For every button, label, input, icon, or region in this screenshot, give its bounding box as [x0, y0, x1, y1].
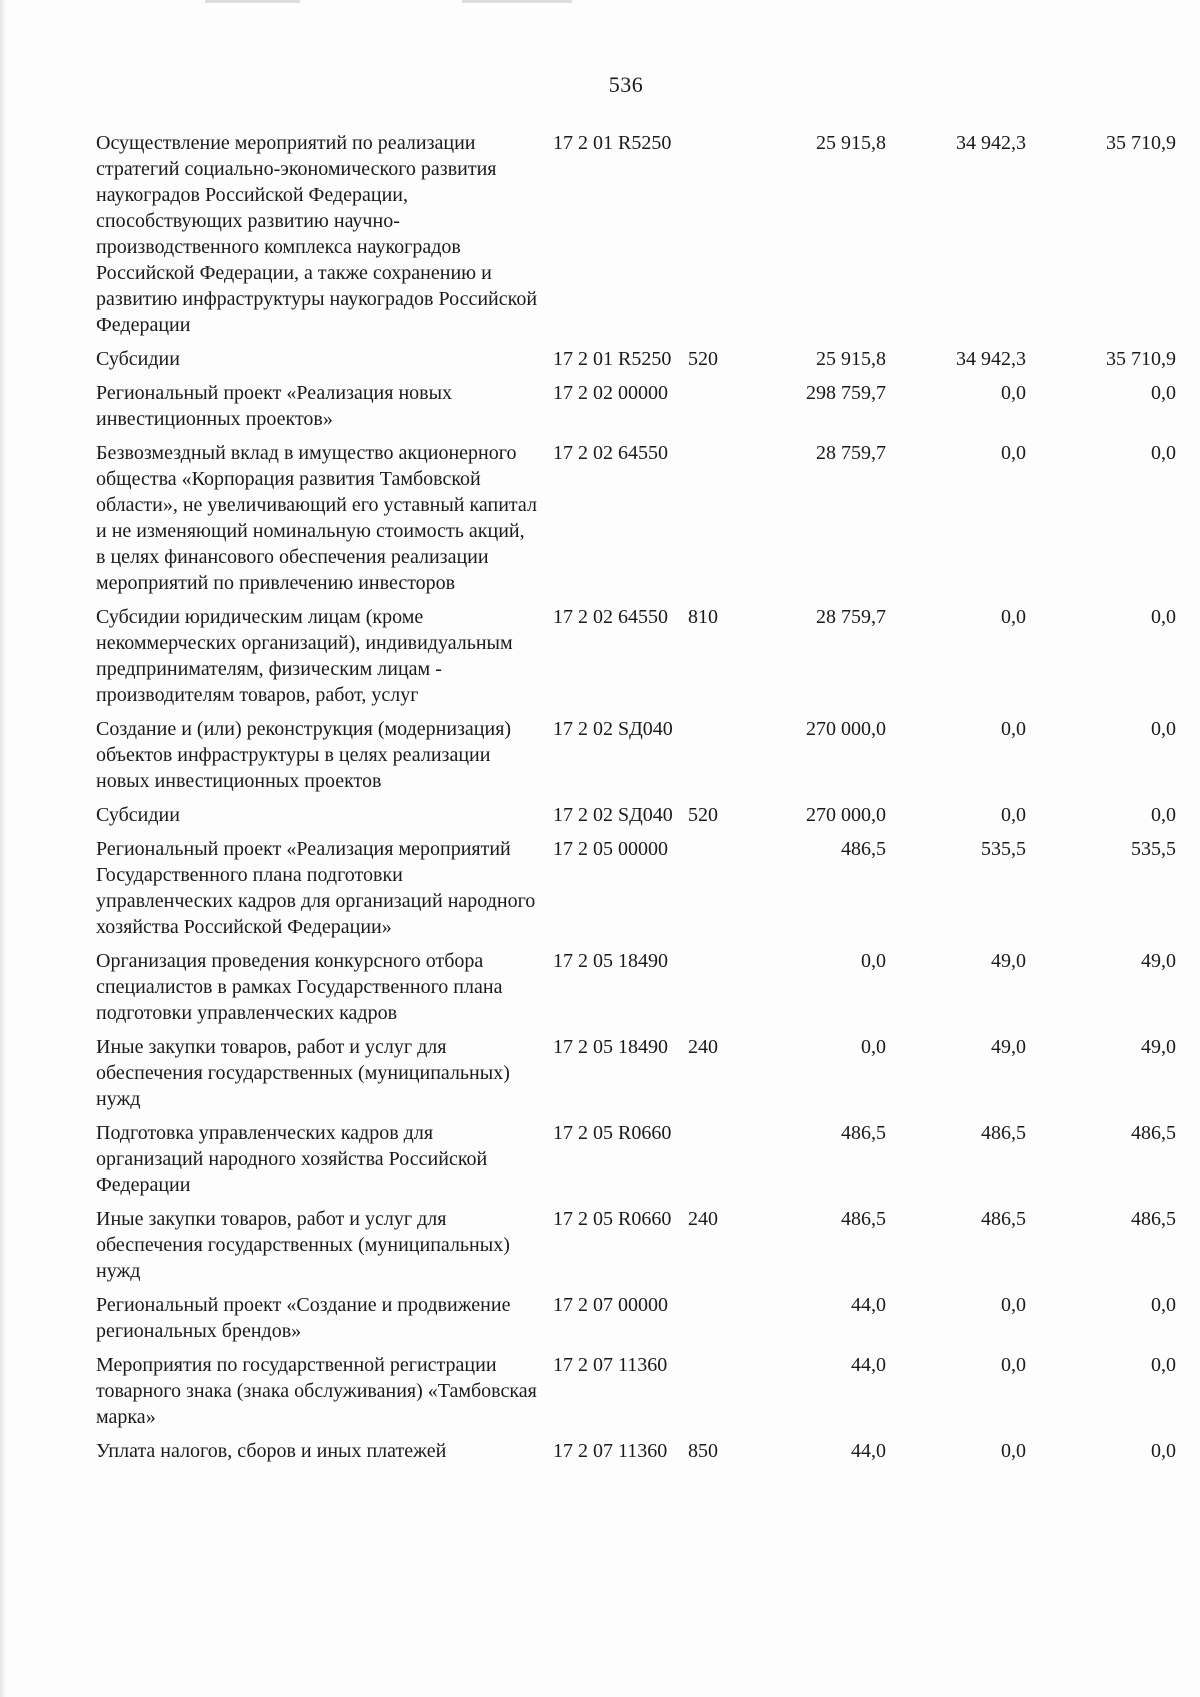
target-article-code: 17 2 05 00000 — [553, 838, 668, 860]
amount-year-2: 486,5 — [981, 1122, 1026, 1144]
scan-artifact — [462, 0, 572, 3]
item-name: Мероприятия по государственной регистрации товарного знака (знака обслуживания) «Тамбовская марка» — [96, 1354, 537, 1428]
target-article-code: 17 2 02 SД040 — [553, 804, 673, 826]
expense-type-code: 240 — [688, 1036, 718, 1058]
item-name: Осуществление мероприятий по реализации стратегий социально-экономического развития наукоградов Российской Федерации, способствующих развитию научно-производственного комплекса наукоградов Российской Федерации, а также сохранению и развитию инфраструктуры наукоградов Российской Федерации — [96, 132, 538, 336]
expense-type-code — [688, 380, 746, 440]
amount-year-2: 49,0 — [991, 1036, 1026, 1058]
table-row — [96, 1292, 1176, 1352]
amount-year-1: 0,0 — [861, 1036, 886, 1058]
amount-year-3: 35 710,9 — [1106, 132, 1176, 154]
expense-type-code: 240 — [688, 1208, 718, 1230]
item-name: Региональный проект «Реализация мероприятий Государственного плана подготовки управленческих кадров для организаций народного хозяйства Российской Федерации» — [96, 838, 536, 938]
item-name: Иные закупки товаров, работ и услуг для обеспечения государственных (муниципальных) нужд — [96, 1208, 510, 1282]
amount-year-2: 0,0 — [1001, 442, 1026, 464]
budget-table — [96, 130, 1176, 1472]
amount-year-2: 34 942,3 — [956, 132, 1026, 154]
expense-type-code: 850 — [688, 1440, 718, 1462]
amount-year-3: 535,5 — [1131, 838, 1176, 860]
target-article-code: 17 2 01 R5250 — [553, 348, 672, 370]
amount-year-2: 0,0 — [1001, 1294, 1026, 1316]
table-row — [96, 802, 1176, 836]
item-name: Безвозмездный вклад в имущество акционерного общества «Корпорация развития Тамбовской области», не увеличивающий его уставный капитал и не изменяющий номинальную стоимость акций, в целях финансового обеспечения реализации мероприятий по привлечению инвесторов — [96, 442, 537, 594]
amount-year-3: 49,0 — [1141, 1036, 1176, 1058]
amount-year-1: 486,5 — [841, 838, 886, 860]
item-name: Уплата налогов, сборов и иных платежей — [96, 1440, 447, 1462]
amount-year-2: 49,0 — [991, 950, 1026, 972]
amount-year-1: 486,5 — [841, 1208, 886, 1230]
target-article-code: 17 2 07 00000 — [553, 1294, 668, 1316]
expense-type-code — [688, 1292, 746, 1352]
table-row — [96, 1352, 1176, 1438]
expense-type-code: 520 — [688, 348, 718, 370]
expense-type-code — [688, 1352, 746, 1438]
amount-year-1: 270 000,0 — [806, 718, 886, 740]
amount-year-1: 298 759,7 — [806, 382, 886, 404]
amount-year-2: 0,0 — [1001, 382, 1026, 404]
expense-type-code — [688, 716, 746, 802]
amount-year-1: 486,5 — [841, 1122, 886, 1144]
amount-year-1: 44,0 — [851, 1294, 886, 1316]
item-name: Региональный проект «Реализация новых инвестиционных проектов» — [96, 382, 453, 430]
target-article-code: 17 2 05 R0660 — [553, 1122, 672, 1144]
table-row — [96, 836, 1176, 948]
table-row — [96, 1206, 1176, 1292]
table-row — [96, 440, 1176, 604]
target-article-code: 17 2 07 11360 — [553, 1440, 668, 1462]
target-article-code: 17 2 07 11360 — [553, 1354, 668, 1376]
item-name: Региональный проект «Создание и продвижение региональных брендов» — [96, 1294, 511, 1342]
item-name: Подготовка управленческих кадров для организаций народного хозяйства Российской Федерации — [96, 1122, 488, 1196]
target-article-code: 17 2 02 64550 — [553, 442, 668, 464]
table-row — [96, 1120, 1176, 1206]
amount-year-1: 44,0 — [851, 1354, 886, 1376]
target-article-code: 17 2 02 00000 — [553, 382, 668, 404]
target-article-code: 17 2 05 R0660 — [553, 1208, 672, 1230]
expense-type-code — [688, 130, 746, 346]
amount-year-3: 486,5 — [1131, 1208, 1176, 1230]
item-name: Субсидии юридическим лицам (кроме некоммерческих организаций), индивидуальным предпринимателям, физическим лицам - производителям товаров, работ, услуг — [96, 606, 513, 706]
page-number: 536 — [608, 72, 644, 97]
amount-year-1: 28 759,7 — [816, 606, 886, 628]
scan-artifact — [205, 0, 300, 3]
amount-year-2: 0,0 — [1001, 804, 1026, 826]
expense-type-code: 520 — [688, 804, 718, 826]
target-article-code: 17 2 05 18490 — [553, 1036, 668, 1058]
table-row — [96, 380, 1176, 440]
amount-year-2: 0,0 — [1001, 606, 1026, 628]
amount-year-2: 0,0 — [1001, 1354, 1026, 1376]
expense-type-code — [688, 948, 746, 1034]
item-name: Иные закупки товаров, работ и услуг для обеспечения государственных (муниципальных) нужд — [96, 1036, 510, 1110]
amount-year-1: 25 915,8 — [816, 348, 886, 370]
expense-type-code — [688, 836, 746, 948]
amount-year-2: 0,0 — [1001, 1440, 1026, 1462]
amount-year-3: 0,0 — [1151, 442, 1176, 464]
amount-year-1: 44,0 — [851, 1440, 886, 1462]
item-name: Создание и (или) реконструкция (модернизация) объектов инфраструктуры в целях реализации новых инвестиционных проектов — [96, 718, 512, 792]
table-row — [96, 130, 1176, 346]
amount-year-2: 486,5 — [981, 1208, 1026, 1230]
amount-year-3: 0,0 — [1151, 804, 1176, 826]
item-name: Субсидии — [96, 804, 180, 826]
expense-type-code — [688, 440, 746, 604]
amount-year-2: 535,5 — [981, 838, 1026, 860]
item-name: Организация проведения конкурсного отбора специалистов в рамках Государственного плана подготовки управленческих кадров — [96, 950, 503, 1024]
table-row — [96, 948, 1176, 1034]
amount-year-1: 28 759,7 — [816, 442, 886, 464]
amount-year-3: 0,0 — [1151, 1440, 1176, 1462]
table-row — [96, 1034, 1176, 1120]
amount-year-3: 0,0 — [1151, 382, 1176, 404]
table-row — [96, 1438, 1176, 1472]
amount-year-3: 35 710,9 — [1106, 348, 1176, 370]
amount-year-3: 486,5 — [1131, 1122, 1176, 1144]
expense-type-code: 810 — [688, 606, 718, 628]
target-article-code: 17 2 05 18490 — [553, 950, 668, 972]
target-article-code: 17 2 01 R5250 — [553, 132, 672, 154]
expense-type-code — [688, 1120, 746, 1206]
target-article-code: 17 2 02 SД040 — [553, 718, 673, 740]
amount-year-3: 0,0 — [1151, 606, 1176, 628]
target-article-code: 17 2 02 64550 — [553, 606, 668, 628]
table-row — [96, 604, 1176, 716]
amount-year-3: 0,0 — [1151, 718, 1176, 740]
table-row — [96, 346, 1176, 380]
item-name: Субсидии — [96, 348, 180, 370]
amount-year-3: 49,0 — [1141, 950, 1176, 972]
amount-year-1: 270 000,0 — [806, 804, 886, 826]
table-row — [96, 716, 1176, 802]
amount-year-3: 0,0 — [1151, 1294, 1176, 1316]
amount-year-1: 25 915,8 — [816, 132, 886, 154]
scan-edge-shadow — [0, 0, 6, 1697]
amount-year-1: 0,0 — [861, 950, 886, 972]
amount-year-2: 0,0 — [1001, 718, 1026, 740]
amount-year-3: 0,0 — [1151, 1354, 1176, 1376]
amount-year-2: 34 942,3 — [956, 348, 1026, 370]
